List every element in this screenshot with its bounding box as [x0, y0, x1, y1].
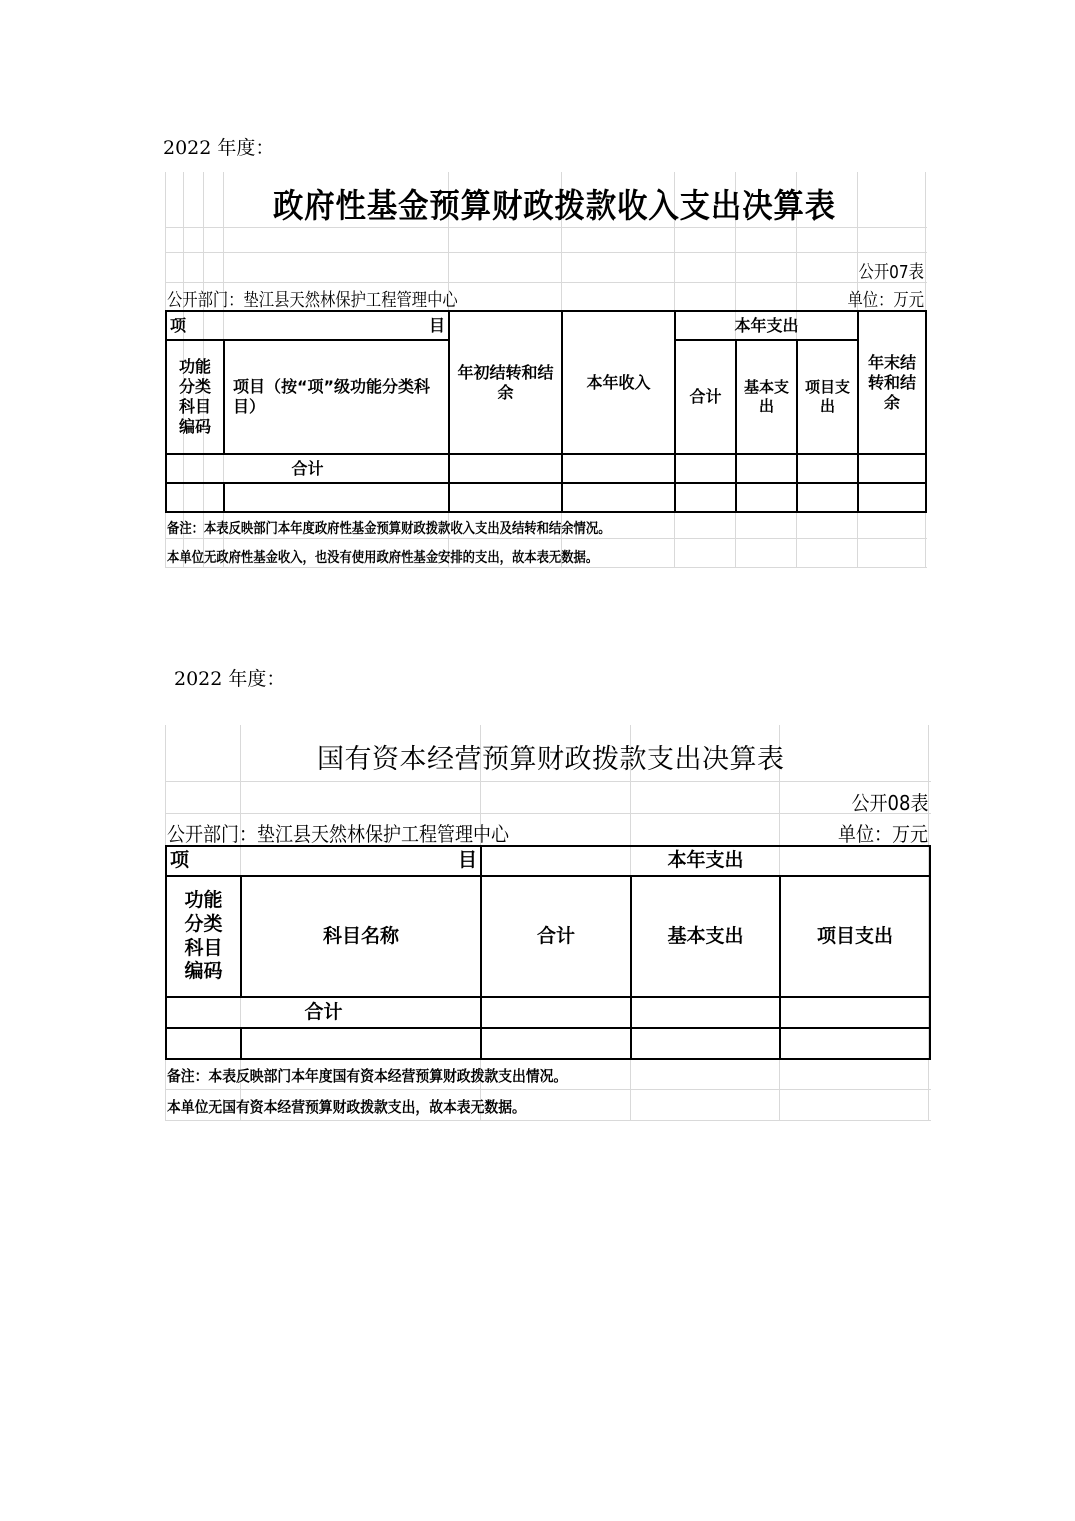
basic-expense-header: 基本支出: [736, 340, 797, 454]
table-cell: [481, 1028, 631, 1059]
sheet-stateowned: [165, 725, 931, 1121]
table-cell: [241, 1028, 481, 1059]
title-govfund: 政府性基金预算财政拨款收入支出决算表: [273, 186, 837, 225]
func-code-header: 功能分类科目编码: [166, 876, 241, 997]
govfund-table: [165, 310, 927, 513]
department-label: 公开部门：垫江县天然林保护工程管理中心: [167, 822, 509, 846]
table-cell: [675, 454, 736, 483]
table-cell: [631, 997, 780, 1028]
table-cell: [797, 454, 858, 483]
table-number: 公开07表: [858, 262, 924, 283]
year-label-1: 2022 年度：: [163, 137, 275, 159]
stateowned-table: [165, 845, 931, 1060]
item-header-right: 目: [457, 849, 477, 872]
sheet-govfund: [165, 172, 927, 568]
table-cell: [481, 997, 631, 1028]
year-expense-header: 本年支出: [675, 311, 858, 340]
table-cell: [166, 483, 224, 512]
table-cell: [736, 483, 797, 512]
item-name-header: 项目（按“项”级功能分类科目）: [224, 340, 449, 454]
project-expense-header: 项目支出: [797, 340, 858, 454]
note-no-data: 本单位无政府性基金收入，也没有使用政府性基金安排的支出，故本表无数据。: [167, 550, 599, 566]
table-cell: [449, 454, 562, 483]
item-header: [166, 846, 481, 876]
title-stateowned: 国有资本经营预算财政拨款支出决算表: [317, 744, 785, 775]
item-header-left: 项: [170, 315, 187, 335]
basic-expense-header: 基本支出: [631, 876, 780, 997]
table-cell: [675, 483, 736, 512]
table-cell: [224, 483, 449, 512]
year-income-header: 本年收入: [562, 311, 675, 454]
unit-label: 单位：万元: [838, 822, 928, 846]
note-remark: 备注：本表反映部门本年度国有资本经营预算财政拨款支出情况。: [167, 1067, 568, 1085]
total-row-label: 合计: [166, 454, 449, 483]
total-header: 合计: [675, 340, 736, 454]
year-expense-header: 本年支出: [481, 846, 930, 876]
table-cell: [562, 483, 675, 512]
item-header-right: 目: [428, 315, 445, 335]
func-code-header: 功能分类科目编码: [166, 340, 224, 454]
note-remark: 备注：本表反映部门本年度政府性基金预算财政拨款收入支出及结转和结余情况。: [167, 521, 611, 537]
note-no-data: 本单位无国有资本经营预算财政拨款支出，故本表无数据。: [167, 1098, 526, 1116]
table-number: 公开08表: [851, 791, 928, 815]
project-expense-header: 项目支出: [780, 876, 930, 997]
table-cell: [780, 997, 930, 1028]
table-cell: [166, 1028, 241, 1059]
table-cell: [780, 1028, 930, 1059]
department-label: 公开部门：垫江县天然林保护工程管理中心: [167, 290, 458, 311]
end-balance-header: 年末结转和结余: [858, 311, 926, 454]
table-cell: [449, 483, 562, 512]
total-header: 合计: [481, 876, 631, 997]
total-row-label: 合计: [166, 997, 481, 1028]
table-cell: [562, 454, 675, 483]
item-header: [166, 311, 449, 340]
table-cell: [858, 483, 926, 512]
table-cell: [797, 483, 858, 512]
table-cell: [736, 454, 797, 483]
table-cell: [631, 1028, 780, 1059]
item-header-left: 项: [170, 849, 190, 872]
year-label-2: 2022 年度：: [174, 668, 286, 690]
subject-name-header: 科目名称: [241, 876, 481, 997]
table-cell: [858, 454, 926, 483]
unit-label: 单位：万元: [847, 290, 924, 311]
begin-balance-header: 年初结转和结余: [449, 311, 562, 454]
